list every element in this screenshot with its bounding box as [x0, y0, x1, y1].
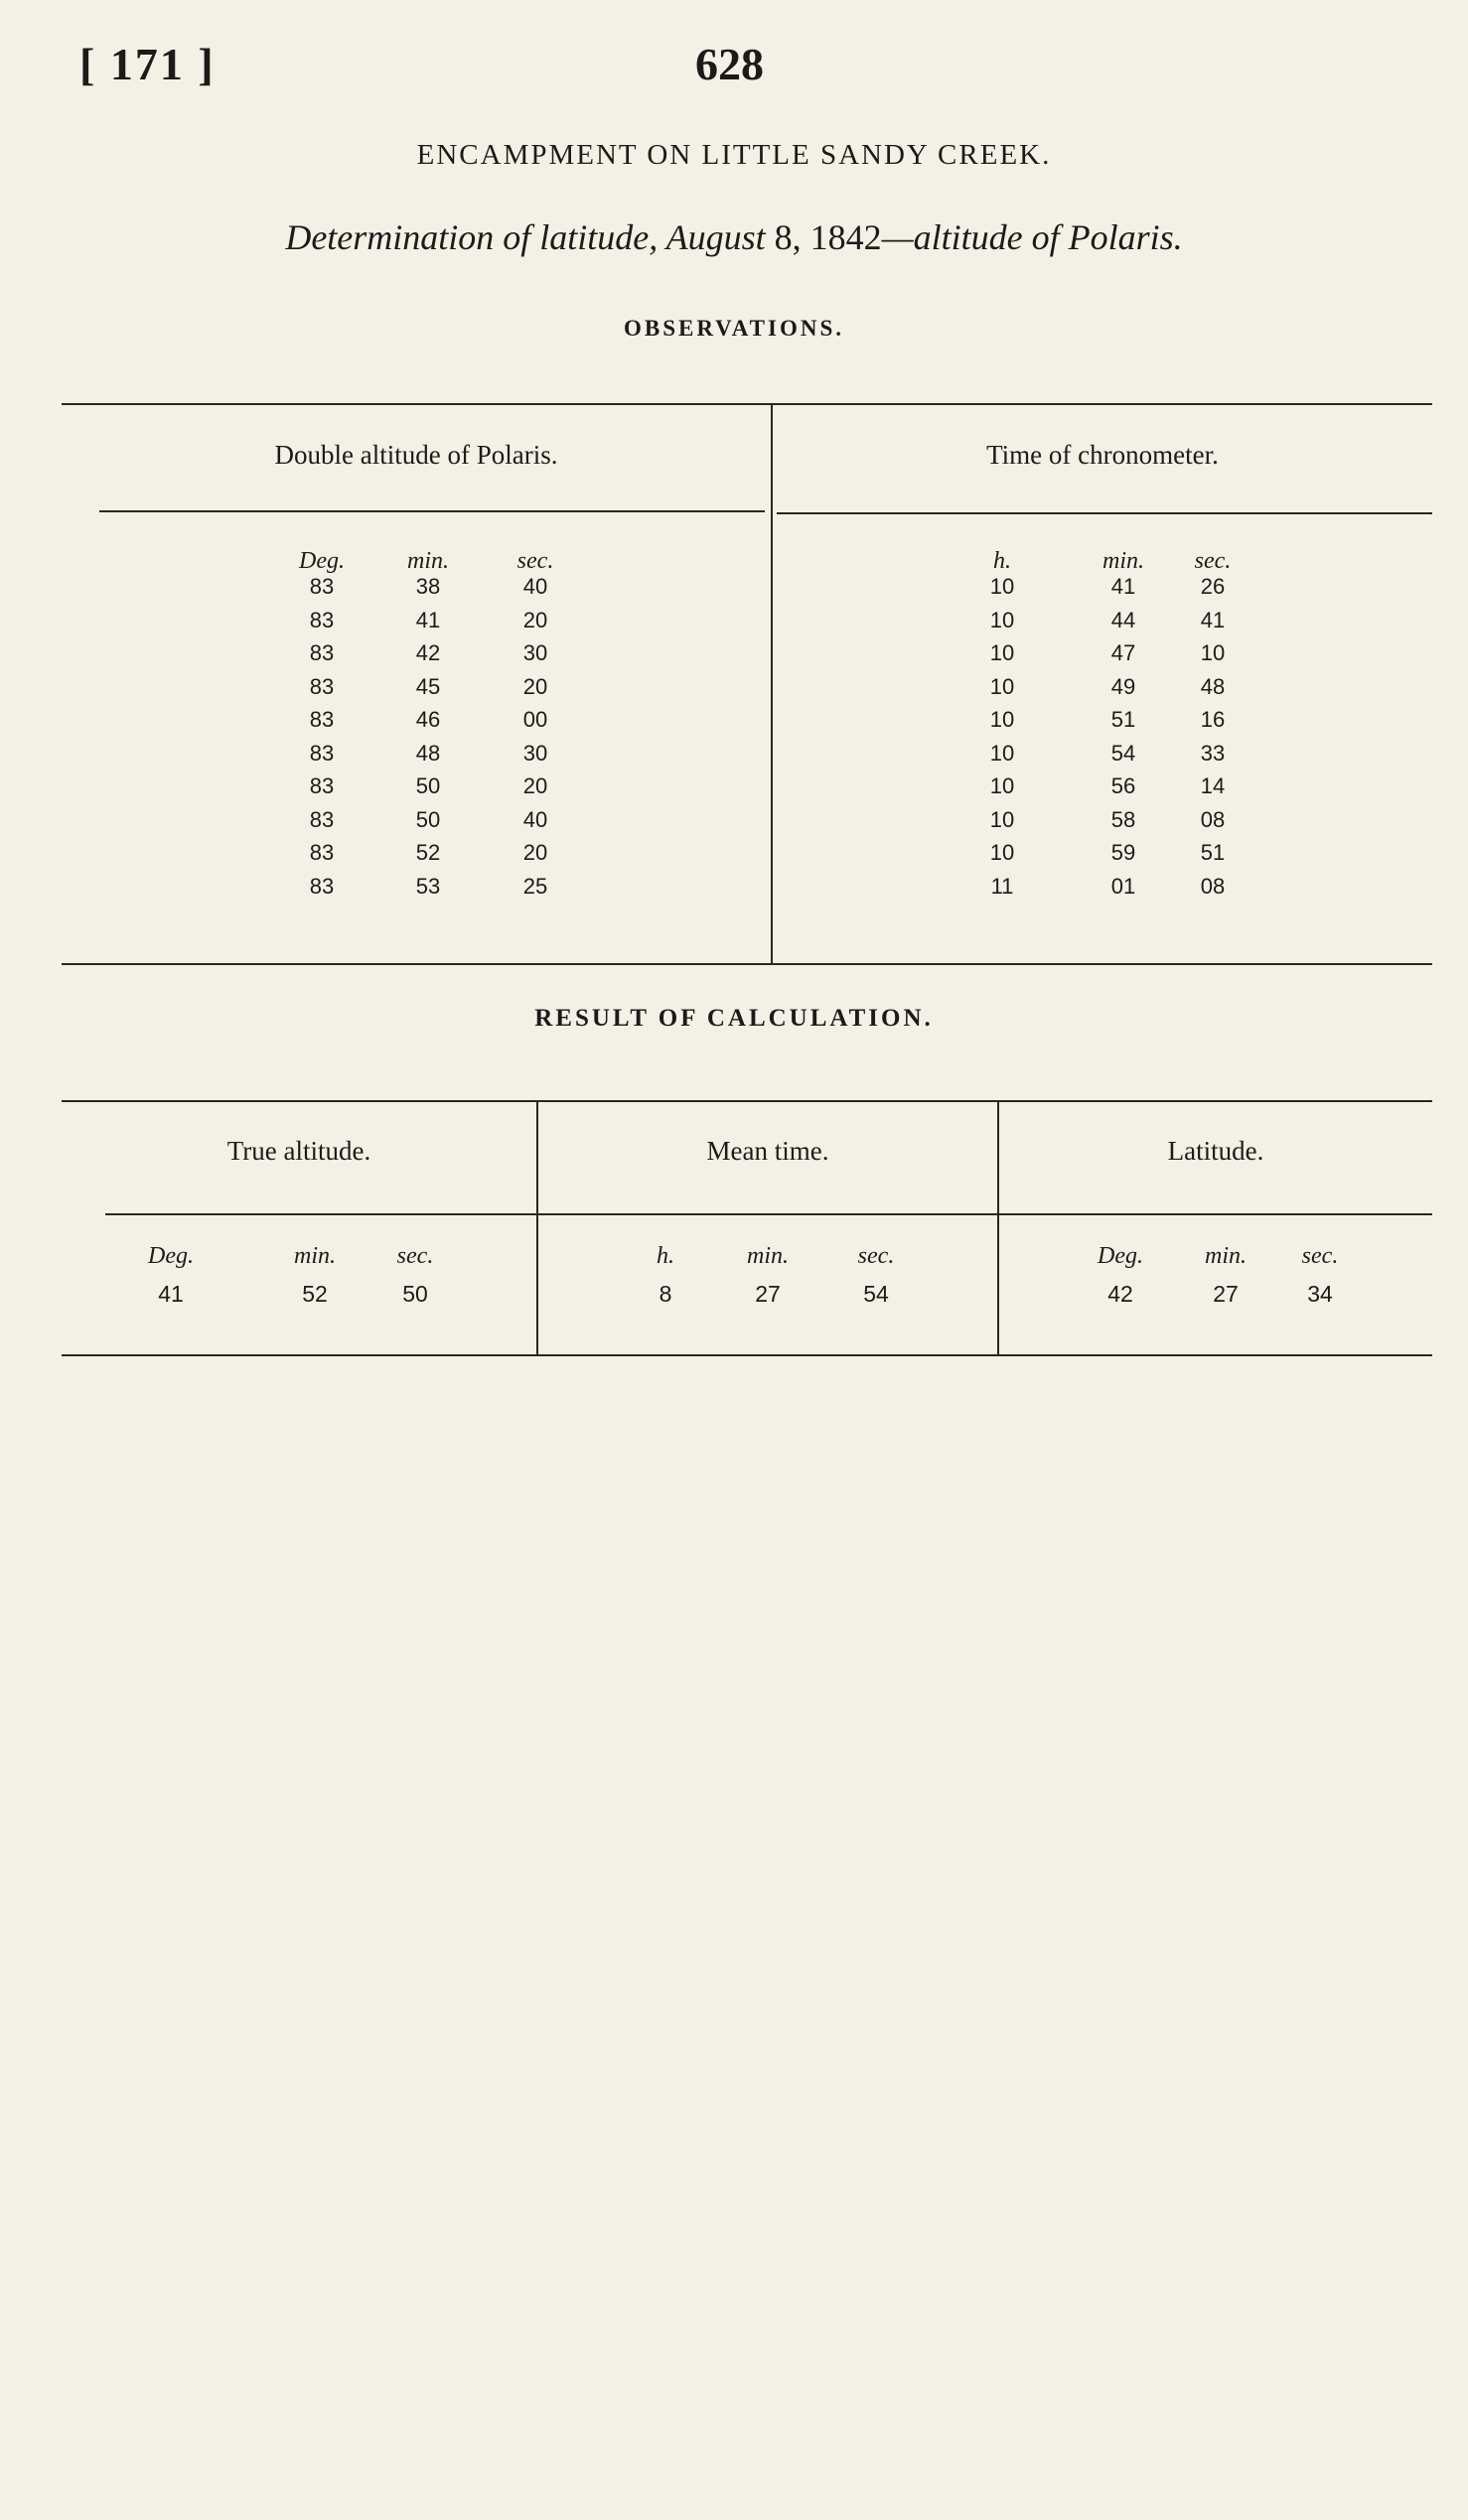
obs-cell-tmin: 47 — [1110, 640, 1136, 665]
obs-cell-deg: 83 — [309, 740, 335, 766]
subheading-part2: —altitude of Polaris. — [881, 217, 1183, 257]
latitude-sec: 34 — [1307, 1281, 1333, 1307]
obs-cell-deg: 83 — [309, 806, 335, 832]
table-top-rule — [62, 403, 1432, 405]
obs-cell-min: 42 — [415, 640, 441, 665]
obs-cell-h: 11 — [990, 873, 1014, 899]
result-header-rule-left — [105, 1213, 536, 1215]
header-double-altitude: Double altitude of Polaris. — [274, 440, 558, 470]
result-unit-time-min: min. — [747, 1243, 789, 1269]
obs-cell-deg: 83 — [309, 607, 335, 632]
obs-cell-sec: 20 — [522, 673, 548, 699]
obs-cell-tsec: 08 — [1200, 806, 1226, 832]
unit-deg: Deg. — [299, 548, 345, 574]
obs-cell-h: 10 — [989, 640, 1015, 665]
obs-cell-sec: 25 — [522, 873, 548, 899]
obs-cell-tmin: 49 — [1110, 673, 1136, 699]
result-unit-h: h. — [657, 1243, 674, 1269]
obs-cell-min: 45 — [415, 673, 441, 699]
header-rule-right — [777, 512, 1432, 514]
obs-cell-h: 10 — [989, 773, 1015, 798]
obs-cell-h: 10 — [989, 607, 1015, 632]
obs-cell-tsec: 41 — [1200, 607, 1226, 632]
obs-cell-tmin: 58 — [1110, 806, 1136, 832]
result-unit-time-sec: sec. — [857, 1243, 895, 1269]
obs-cell-deg: 83 — [309, 707, 335, 732]
mean-time-sec: 54 — [863, 1281, 889, 1307]
obs-cell-tsec: 16 — [1200, 707, 1226, 732]
result-header-rule-right — [999, 1213, 1432, 1215]
unit-min: min. — [407, 548, 449, 574]
result-top-rule — [62, 1100, 1432, 1102]
unit-h: h. — [993, 548, 1011, 574]
obs-cell-deg: 83 — [309, 873, 335, 899]
obs-cell-sec: 00 — [522, 707, 548, 732]
header-rule-left — [99, 510, 765, 512]
obs-cell-h: 10 — [989, 707, 1015, 732]
result-unit-min: min. — [294, 1243, 336, 1269]
header-true-altitude: True altitude. — [226, 1136, 371, 1166]
true-altitude-sec: 50 — [402, 1281, 428, 1307]
unit-sec: sec. — [516, 548, 554, 574]
obs-cell-h: 10 — [989, 806, 1015, 832]
result-unit-lat-min: min. — [1205, 1243, 1247, 1269]
obs-cell-tsec: 14 — [1200, 773, 1226, 798]
obs-cell-tsec: 48 — [1200, 673, 1226, 699]
page-heading: ENCAMPMENT ON LITTLE SANDY CREEK. — [416, 139, 1052, 171]
table-column-divider — [771, 403, 773, 963]
obs-cell-h: 10 — [989, 840, 1015, 865]
mean-time-min: 27 — [755, 1281, 781, 1307]
obs-cell-deg: 83 — [309, 773, 335, 798]
obs-cell-tmin: 44 — [1110, 607, 1136, 632]
result-unit-lat-deg: Deg. — [1098, 1243, 1143, 1269]
unit-time-sec: sec. — [1194, 548, 1232, 574]
obs-cell-tmin: 54 — [1110, 740, 1136, 766]
obs-cell-h: 10 — [989, 673, 1015, 699]
page-subheading — [0, 216, 1468, 258]
result-section-title: RESULT OF CALCULATION. — [534, 1005, 934, 1032]
obs-cell-tmin: 59 — [1110, 840, 1136, 865]
obs-cell-tmin: 51 — [1110, 707, 1136, 732]
page-number: 628 — [695, 39, 764, 89]
obs-cell-min: 50 — [415, 773, 441, 798]
obs-cell-deg: 83 — [309, 574, 335, 599]
observations-section-title: OBSERVATIONS. — [623, 316, 845, 341]
obs-cell-tsec: 33 — [1200, 740, 1226, 766]
true-altitude-min: 52 — [302, 1281, 328, 1307]
latitude-deg: 42 — [1107, 1281, 1133, 1307]
obs-cell-deg: 83 — [309, 840, 335, 865]
true-altitude-deg: 41 — [158, 1281, 184, 1307]
obs-cell-tsec: 08 — [1200, 873, 1226, 899]
header-latitude: Latitude. — [1167, 1136, 1264, 1166]
obs-cell-h: 10 — [989, 574, 1015, 599]
obs-cell-tmin: 56 — [1110, 773, 1136, 798]
unit-time-min: min. — [1102, 548, 1144, 574]
obs-cell-sec: 40 — [522, 574, 548, 599]
obs-cell-min: 53 — [415, 873, 441, 899]
bracketed-page-number: [ 171 ] — [79, 39, 216, 89]
obs-cell-min: 46 — [415, 707, 441, 732]
subheading-date: 8, 1842 — [774, 217, 882, 257]
result-header-rule-mid — [538, 1213, 997, 1215]
obs-cell-tmin: 41 — [1110, 574, 1136, 599]
obs-cell-deg: 83 — [309, 673, 335, 699]
result-unit-sec: sec. — [396, 1243, 434, 1269]
obs-cell-min: 38 — [415, 574, 441, 599]
obs-cell-sec: 40 — [522, 806, 548, 832]
obs-cell-sec: 30 — [522, 640, 548, 665]
obs-cell-tsec: 51 — [1200, 840, 1226, 865]
obs-cell-min: 48 — [415, 740, 441, 766]
latitude-min: 27 — [1213, 1281, 1239, 1307]
obs-cell-sec: 20 — [522, 607, 548, 632]
obs-cell-h: 10 — [989, 740, 1015, 766]
mean-time-h: 8 — [659, 1281, 672, 1307]
table-bottom-rule — [62, 963, 1432, 965]
result-unit-deg: Deg. — [148, 1243, 194, 1269]
obs-cell-tmin: 01 — [1110, 873, 1136, 899]
header-chronometer-time: Time of chronometer. — [986, 440, 1219, 470]
obs-cell-deg: 83 — [309, 640, 335, 665]
obs-cell-min: 41 — [415, 607, 441, 632]
subheading-part1: Determination of latitude, August — [285, 217, 766, 257]
obs-cell-min: 52 — [415, 840, 441, 865]
result-unit-lat-sec: sec. — [1301, 1243, 1339, 1269]
obs-cell-sec: 30 — [522, 740, 548, 766]
obs-cell-tsec: 10 — [1200, 640, 1226, 665]
obs-cell-min: 50 — [415, 806, 441, 832]
result-bottom-rule — [62, 1354, 1432, 1356]
header-mean-time: Mean time. — [706, 1136, 829, 1166]
obs-cell-sec: 20 — [522, 773, 548, 798]
obs-cell-sec: 20 — [522, 840, 548, 865]
obs-cell-tsec: 26 — [1200, 574, 1226, 599]
